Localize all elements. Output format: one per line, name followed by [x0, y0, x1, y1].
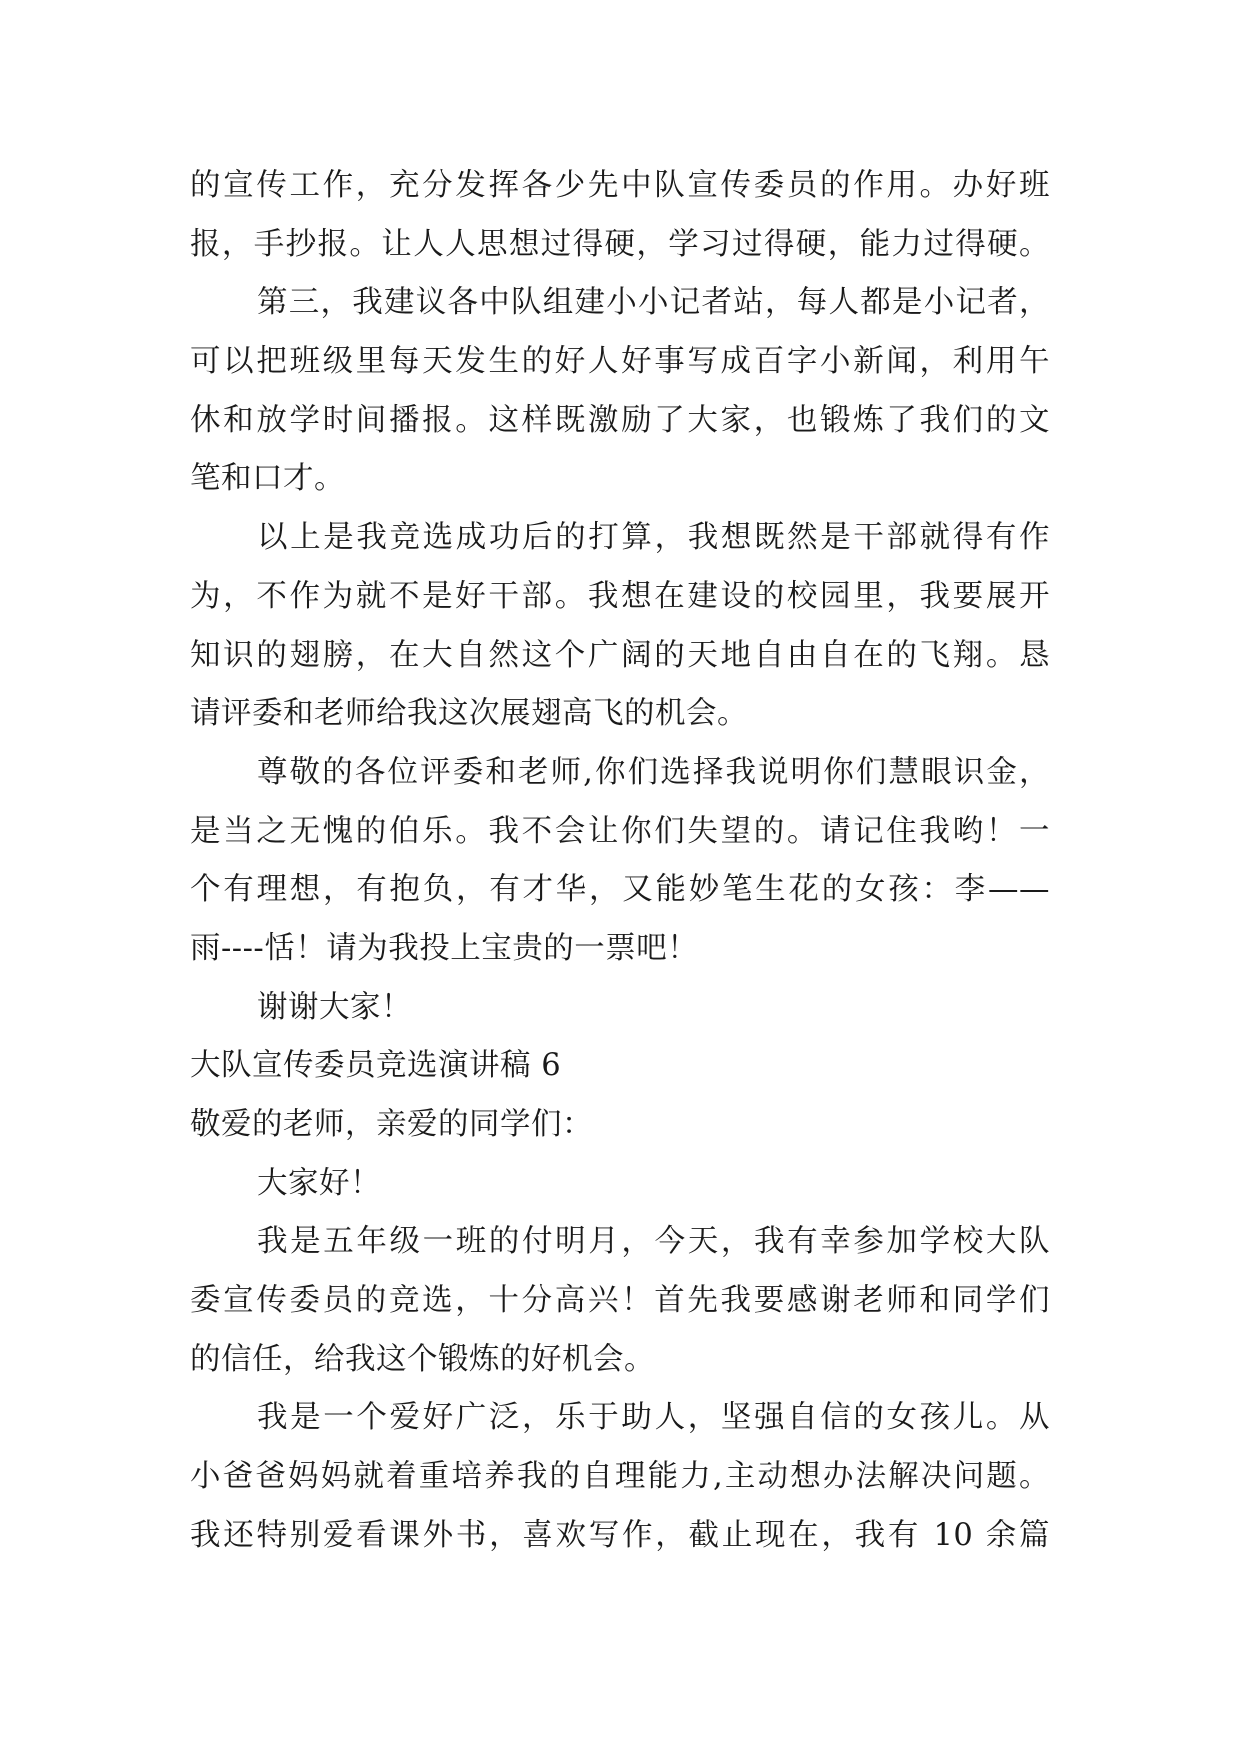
text-line: 小爸爸妈妈就着重培养我的自理能力,主动想办法解决问题。 — [190, 1459, 1050, 1495]
text-line: 我还特别爱看课外书，喜欢写作，截止现在，我有 10 余篇 — [190, 1517, 1050, 1553]
text-line: 雨----恬！请为我投上宝贵的一票吧！ — [190, 930, 699, 966]
text-line: 请评委和老师给我这次展翅高飞的机会。 — [190, 696, 748, 732]
text-line: 是当之无愧的伯乐。我不会让你们失望的。请记住我哟！一 — [190, 813, 1050, 849]
text-line: 以上是我竞选成功后的打算，我想既然是干部就得有作 — [257, 520, 1050, 556]
text-line: 个有理想，有抱负，有才华，又能妙笔生花的女孩：李—— — [190, 872, 1050, 908]
text-line: 委宣传委员的竞选，十分高兴！首先我要感谢老师和同学们 — [190, 1283, 1050, 1319]
salutation: 敬爱的老师，亲爱的同学们： — [190, 1107, 593, 1142]
document-body — [190, 157, 1050, 1566]
text-line: 尊敬的各位评委和老师,你们选择我说明你们慧眼识金， — [257, 754, 1050, 790]
text-line: 知识的翅膀，在大自然这个广阔的天地自由自在的飞翔。恳 — [190, 637, 1050, 673]
text-line: 为，不作为就不是好干部。我想在建设的校园里，我要展开 — [190, 578, 1050, 614]
section-heading: 大队宣传委员竞选演讲稿 6 — [190, 1048, 562, 1084]
text-line: 休和放学时间播报。这样既激励了大家，也锻炼了我们的文 — [190, 402, 1050, 438]
text-line: 的宣传工作，充分发挥各少先中队宣传委员的作用。办好班 — [190, 168, 1050, 203]
text-line: 谢谢大家！ — [257, 989, 412, 1025]
text-line: 我是一个爱好广泛，乐于助人，坚强自信的女孩儿。从 — [257, 1400, 1050, 1436]
text-line: 我是五年级一班的付明月，今天，我有幸参加学校大队 — [257, 1224, 1050, 1260]
text-line: 可以把班级里每天发生的好人好事写成百字小新闻，利用午 — [190, 344, 1050, 380]
greeting: 大家好！ — [257, 1165, 381, 1201]
text-line: 第三，我建议各中队组建小小记者站，每人都是小记者， — [257, 285, 1050, 321]
text-line: 报，手抄报。让人人思想过得硬，学习过得硬，能力过得硬。 — [190, 226, 1050, 262]
text-line: 的信任，给我这个锻炼的好机会。 — [190, 1341, 655, 1377]
text-line: 笔和口才。 — [190, 461, 345, 497]
